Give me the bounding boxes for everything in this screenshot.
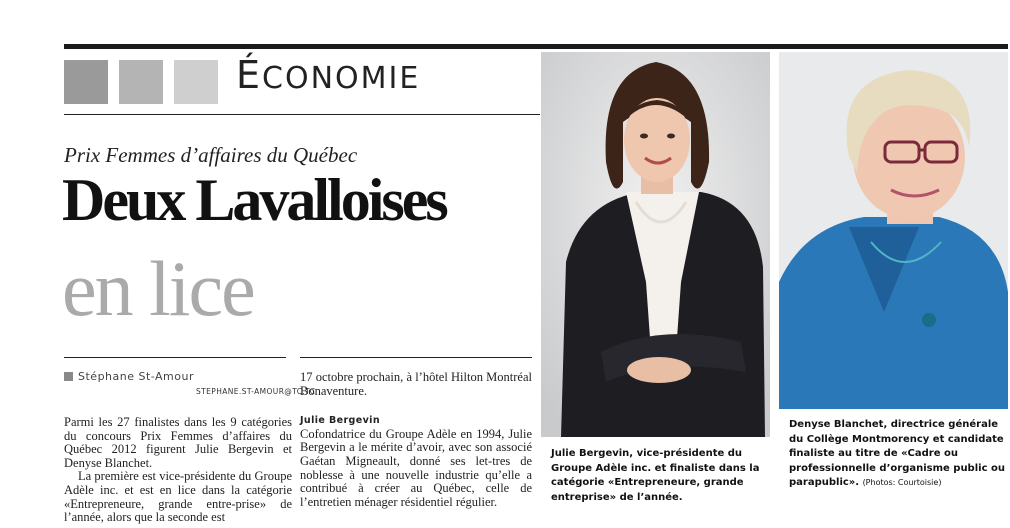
- byline-square-icon: [64, 372, 73, 381]
- section-square-3: [174, 60, 218, 104]
- paragraph: 17 octobre prochain, à l’hôtel Hilton Montréal Bonaventure.: [300, 370, 532, 398]
- article-kicker: Prix Femmes d’affaires du Québec: [64, 143, 358, 167]
- subhead: Julie Bergevin: [300, 415, 380, 427]
- article-headline-secondary: en lice: [62, 245, 254, 332]
- section-title-initial: É: [236, 53, 263, 97]
- photo-credit: (Photos: Courtoisie): [862, 478, 942, 488]
- byline: [64, 370, 194, 383]
- paragraph: Cofondatrice du Groupe Adèle en 1994, Julie Bergevin a le mérite d’avoir, avec son associé Gaétan Migneault, donné ses let-tres de noblesse à une nouvelle industrie qu’elle a contribué à créer au Québec, celle de l’entretien ménager résidentiel régulier.: [300, 426, 532, 509]
- photo-julie-bergevin: [541, 52, 770, 437]
- article-column-1: [64, 416, 292, 525]
- article-column-2: [300, 371, 532, 509]
- portrait-illustration: [541, 52, 770, 437]
- byline-rule: [64, 357, 286, 358]
- top-rule: [64, 44, 1008, 49]
- photo-caption-denyse-text: Denyse Blanchet, directrice générale du Collège Montmorency et candidate finaliste au titre de «Cadre ou professionnelle d’organisme public ou parapublic».: [789, 419, 1005, 489]
- section-title-rest: CONOMIE: [262, 61, 421, 96]
- photo-caption-denyse: [789, 418, 1008, 491]
- author-email: STEPHANE.ST-AMOUR@TC.TC: [196, 387, 316, 396]
- portrait-illustration: [779, 52, 1008, 409]
- photo-denyse-blanchet: [779, 52, 1008, 409]
- photo-caption-julie: Julie Bergevin, vice-présidente du Groupe Adèle inc. et finaliste dans la catégorie «Entrepreneure, grande entreprise» de l’année.: [551, 448, 760, 503]
- section-underline: [64, 114, 540, 115]
- column2-rule: [300, 357, 532, 358]
- paragraph: Parmi les 27 finalistes dans les 9 catégories du concours Prix Femmes d’affaires du Québec 2012 figurent Julie Bergevin et Denyse Blanchet.: [64, 415, 292, 470]
- byline-author: Stéphane St-Amour: [78, 370, 194, 383]
- article-headline: Deux Lavalloises: [62, 167, 446, 233]
- section-square-2: [119, 60, 163, 104]
- paragraph: La première est vice-présidente du Groupe Adèle inc. et est en lice dans la catégorie «Entrepreneure, grande entre-prise» de l’année, alors que la seconde est: [64, 469, 292, 525]
- section-title: [236, 53, 421, 97]
- section-square-1: [64, 60, 108, 104]
